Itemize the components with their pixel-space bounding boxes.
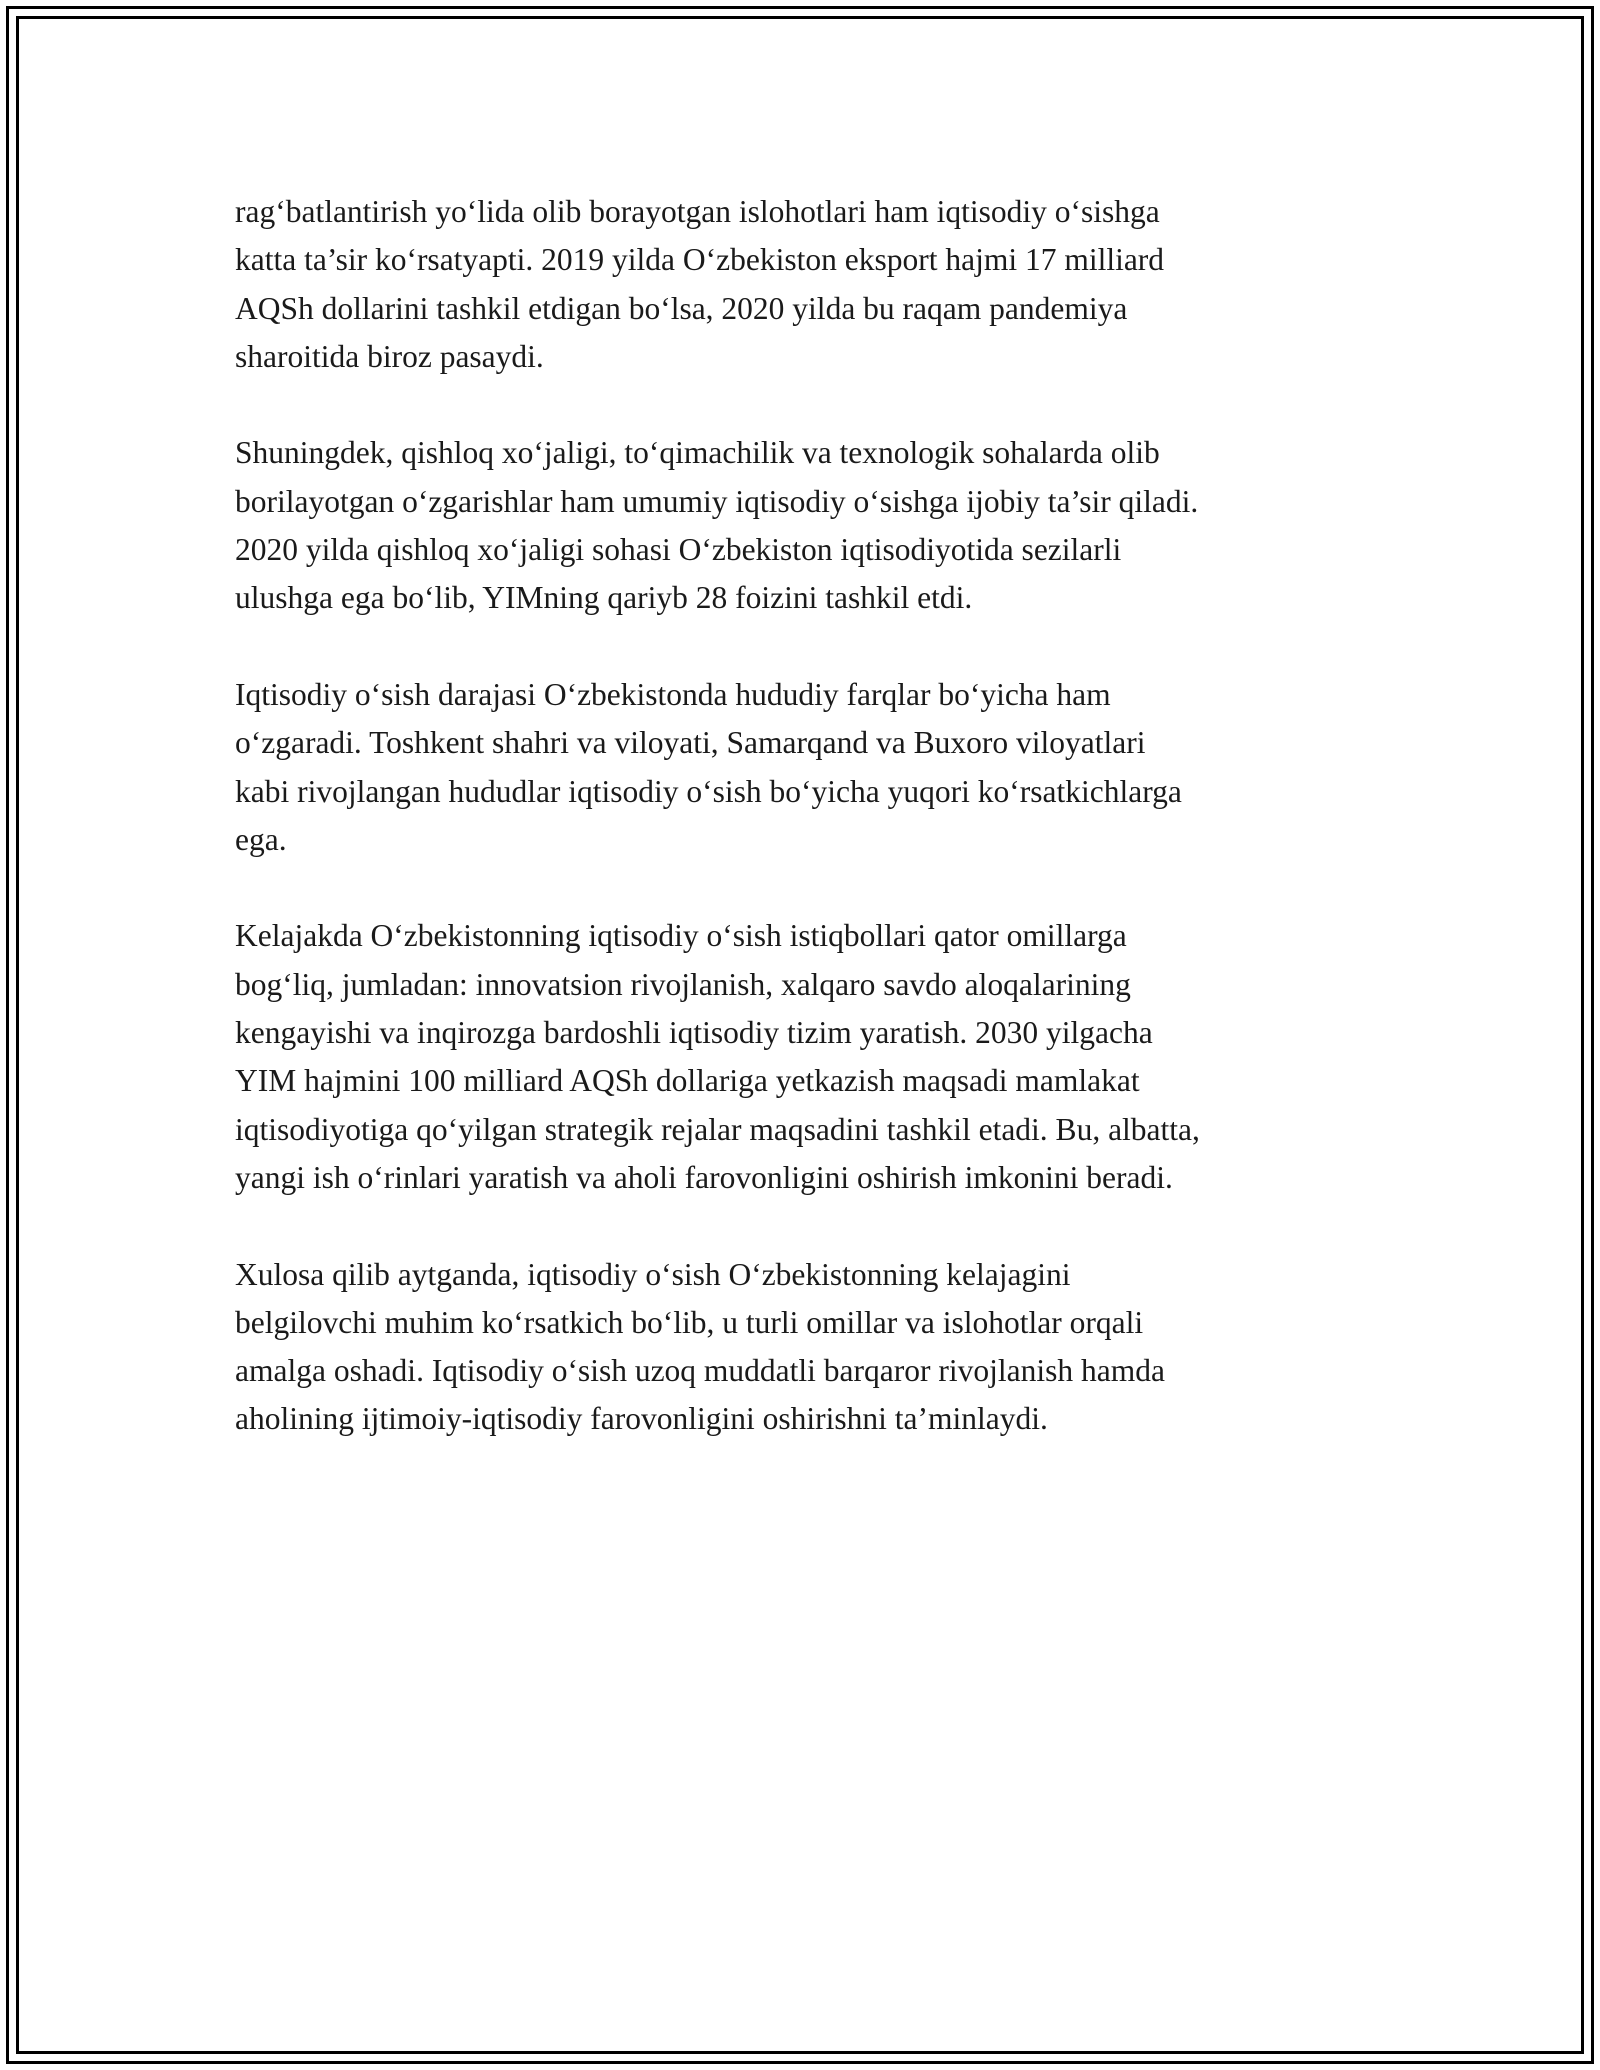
text-line: kengayishi va inqirozga bardoshli iqtisodiy tizim yaratish. 2030 yilgacha bbox=[235, 1015, 1153, 1051]
paragraph-1 bbox=[235, 188, 1365, 381]
text-line: o‘zgaradi. Toshkent shahri va viloyati, Samarqand va Buxoro viloyatlari bbox=[235, 725, 1146, 761]
paragraph-4 bbox=[235, 912, 1365, 1202]
document-body bbox=[235, 188, 1365, 1492]
text-line: AQSh dollarini tashkil etdigan bo‘lsa, 2020 yilda bu raqam pandemiya bbox=[235, 290, 1128, 326]
text-line: belgilovchi muhim ko‘rsatkich bo‘lib, u turli omillar va islohotlar orqali bbox=[235, 1304, 1144, 1340]
text-line: YIM hajmini 100 milliard AQSh dollariga yetkazish maqsadi mamlakat bbox=[235, 1063, 1140, 1099]
text-line: 2020 yilda qishloq xo‘jaligi sohasi O‘zbekiston iqtisodiyotida sezilarli bbox=[235, 532, 1122, 568]
text-line: sharoitida biroz pasaydi. bbox=[235, 338, 544, 374]
paragraph-3 bbox=[235, 671, 1365, 864]
text-line: Kelajakda O‘zbekistonning iqtisodiy o‘sish istiqbollari qator omillarga bbox=[235, 918, 1127, 954]
text-line: iqtisodiyotiga qo‘yilgan strategik rejalar maqsadini tashkil etadi. Bu, albatta, bbox=[235, 1111, 1200, 1147]
text-line: bog‘liq, jumladan: innovatsion rivojlanish, xalqaro savdo aloqalarining bbox=[235, 966, 1131, 1002]
text-line: aholining ijtimoiy-iqtisodiy farovonligini oshirishni ta’minlaydi. bbox=[235, 1401, 1048, 1437]
text-line: ega. bbox=[235, 821, 287, 857]
paragraph-5 bbox=[235, 1251, 1365, 1444]
text-line: katta ta’sir ko‘rsatyapti. 2019 yilda O‘zbekiston eksport hajmi 17 milliard bbox=[235, 242, 1165, 278]
text-line: amalga oshadi. Iqtisodiy o‘sish uzoq muddatli barqaror rivojlanish hamda bbox=[235, 1353, 1165, 1389]
text-line: ulushga ega bo‘lib, YIMning qariyb 28 foizini tashkil etdi. bbox=[235, 580, 973, 616]
text-line: borilayotgan o‘zgarishlar ham umumiy iqtisodiy o‘sishga ijobiy ta’sir qiladi. bbox=[235, 483, 1199, 519]
text-line: Iqtisodiy o‘sish darajasi O‘zbekistonda hududiy farqlar bo‘yicha ham bbox=[235, 676, 1111, 712]
text-line: rag‘batlantirish yo‘lida olib borayotgan islohotlari ham iqtisodiy o‘sishga bbox=[235, 194, 1160, 229]
paragraph-2 bbox=[235, 429, 1365, 622]
text-line: Xulosa qilib aytganda, iqtisodiy o‘sish O‘zbekistonning kelajagini bbox=[235, 1256, 1071, 1292]
text-line: Shuningdek, qishloq xo‘jaligi, to‘qimachilik va texnologik sohalarda olib bbox=[235, 435, 1160, 471]
text-line: yangi ish o‘rinlari yaratish va aholi farovonligini oshirish imkonini beradi. bbox=[235, 1159, 1173, 1195]
text-line: kabi rivojlangan hududlar iqtisodiy o‘sish bo‘yicha yuqori ko‘rsatkichlarga bbox=[235, 773, 1182, 809]
